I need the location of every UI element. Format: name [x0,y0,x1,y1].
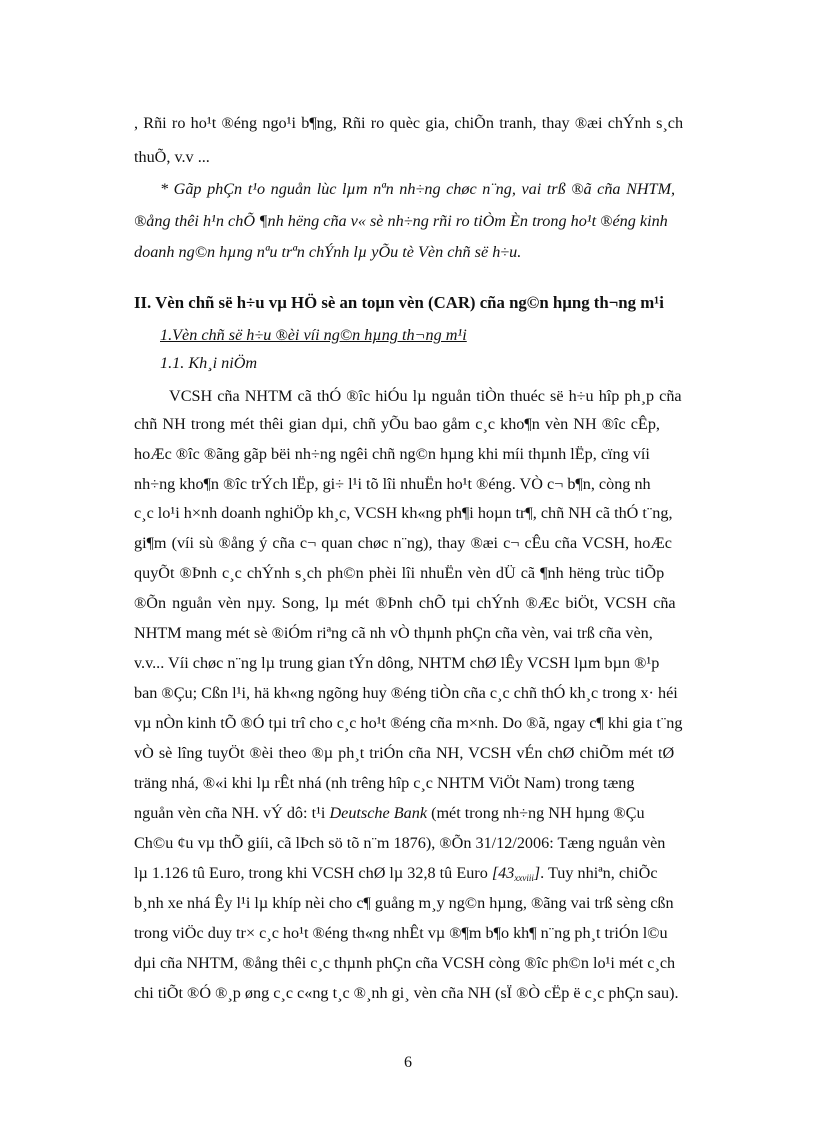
text-line: vµ nÒn kinh tÕ ®Ó tµi trî cho c¸c ho¹t ®éng cña m×nh. Do ®ã, ngay c¶ khi gia t¨ng [134,714,683,732]
citation-subscript: xxviii [514,873,534,883]
text-line: b¸nh xe nhá Êy l¹i lµ khíp nèi cho c¶ guång m¸y ng©n hµng, ®ãng vai trß sèng cßn [134,894,674,912]
citation [492,864,540,882]
text-line: quyÕt ®Þnh c¸c chÝnh s¸ch ph©n phèi lîi nhuËn vèn dÜ cã ¶nh hëng trùc tiÕp [134,564,665,582]
text-line: nh÷ng kho¶n ®îc trÝch lËp, gi÷ l¹i tõ lîi nhuËn ho¹t ®éng. VÒ c¬ b¶n, còng nh [134,475,651,493]
subsection-heading: 1.Vèn chñ së h÷u ®èi víi ng©n hµng th¬ng m¹i [160,326,467,344]
text-line: VCSH cña NHTM cã thÓ ®îc hiÓu lµ nguån tiÒn thuéc së h÷u hîp ph¸p cña [169,387,682,405]
emphasis-text: Deutsche Bank [329,804,428,822]
text-line: ban ®Çu; Cßn l¹i, hä kh«ng ngõng huy ®éng tiÒn cña c¸c chñ thÓ kh¸c trong x· héi [134,684,678,702]
text-line [134,803,645,823]
text-line: doanh ng©n hµng nªu trªn chÝnh lµ yÕu tè Vèn chñ së h÷u. [134,243,522,261]
text-line: dµi cña NHTM, ®ång thêi c¸c thµnh phÇn cña VCSH còng ®îc ph©n lo¹i mét c¸ch [134,954,676,972]
text-line: trong viÖc duy tr× c¸c ho¹t ®éng th«ng nhÊt vµ ®¶m b¶o kh¶ n¨ng ph¸t triÓn l©u [134,924,668,942]
text-line: chi tiÕt ®Ó ®¸p øng c¸c c«ng t¸c ®¸nh gi¸ vèn cña NH (sÏ ®Ò cËp ë c¸c phÇn sau). [134,984,679,1002]
page-number: 6 [404,1054,412,1071]
text-line: chñ NH trong mét thêi gian dµi, chñ yÕu bao gåm c¸c kho¶n vèn NH ®îc cÊp, [134,415,660,433]
text-line: Ch©u ¢u vµ thÕ giíi, cã lÞch sö tõ n¨m 1876), ®Õn 31/12/2006: Tæng nguån vèn [134,834,666,852]
text-span: lµ 1.126 tû Euro, trong khi VCSH chØ lµ 32,8 tû Euro [134,864,492,882]
text-line: v.v... Víi chøc n¨ng lµ trung gian tÝn dông, NHTM chØ lÊy VCSH lµm bµn ®¹p [134,654,660,672]
text-line: gi¶m (víi sù ®ång ý cña c¬ quan chøc n¨ng), thay ®æi c¬ cÊu cña VCSH, hoÆc [134,534,672,552]
text-span: nguån vèn cña NH. vÝ dô: t¹i [134,804,330,822]
text-line: , Rñi ro ho¹t ®éng ngo¹i b¶ng, Rñi ro quèc gia, chiÕn tranh, thay ®æi chÝnh s¸ch [134,114,684,132]
text-span: (mét trong nh÷ng NH hµng ®Çu [427,804,645,822]
text-line: NHTM mang mét sè ®iÓm riªng cã nh vÒ thµnh phÇn cña vèn, vai trß cña vèn, [134,624,653,642]
text-line: vÒ sè lîng tuyÖt ®èi theo ®µ ph¸t triÓn cña NH, VCSH vÉn chØ chiÕm mét tØ [134,744,675,762]
citation-end: ] [533,864,541,882]
text-line: ®ång thêi h¹n chÕ ¶nh hëng cña v« sè nh÷ng rñi ro tiÒm Èn trong ho¹t ®éng kinh [134,212,668,230]
text-line: thuÕ, v.v ... [134,148,210,166]
text-line: c¸c lo¹i h×nh doanh nghiÖp kh¸c, VCSH kh«ng ph¶i hoµn tr¶, chñ NH cã thÓ t¨ng, [134,504,673,522]
text-span: . Tuy nhiªn, chiÕc [540,864,658,882]
subsubsection-heading: 1.1. Kh¸i niÖm [160,354,258,372]
text-line: hoÆc ®îc ®ãng gãp bëi nh÷ng ngêi chñ ng©n hµng khi míi thµnh lËp, cïng víi [134,445,650,463]
text-line [134,863,658,888]
text-line: träng nhá, ®«i khi lµ rÊt nhá (nh trêng hîp c¸c NHTM ViÖt Nam) trong tæng [134,774,635,792]
section-heading: II. Vèn chñ së h÷u vµ HÖ sè an toµn vèn (CAR) cña ng©n hµng th¬ng m¹i [134,293,664,312]
text-line: * Gãp phÇn t¹o nguån lùc lµm nªn nh÷ng chøc n¨ng, vai trß ®ã cña NHTM, [160,180,676,198]
citation-number: [43 [491,864,515,882]
text-line: ®Õn nguån vèn nµy. Song, lµ mét ®Þnh chÕ tµi chÝnh ®Æc biÖt, VCSH cña [134,594,676,612]
